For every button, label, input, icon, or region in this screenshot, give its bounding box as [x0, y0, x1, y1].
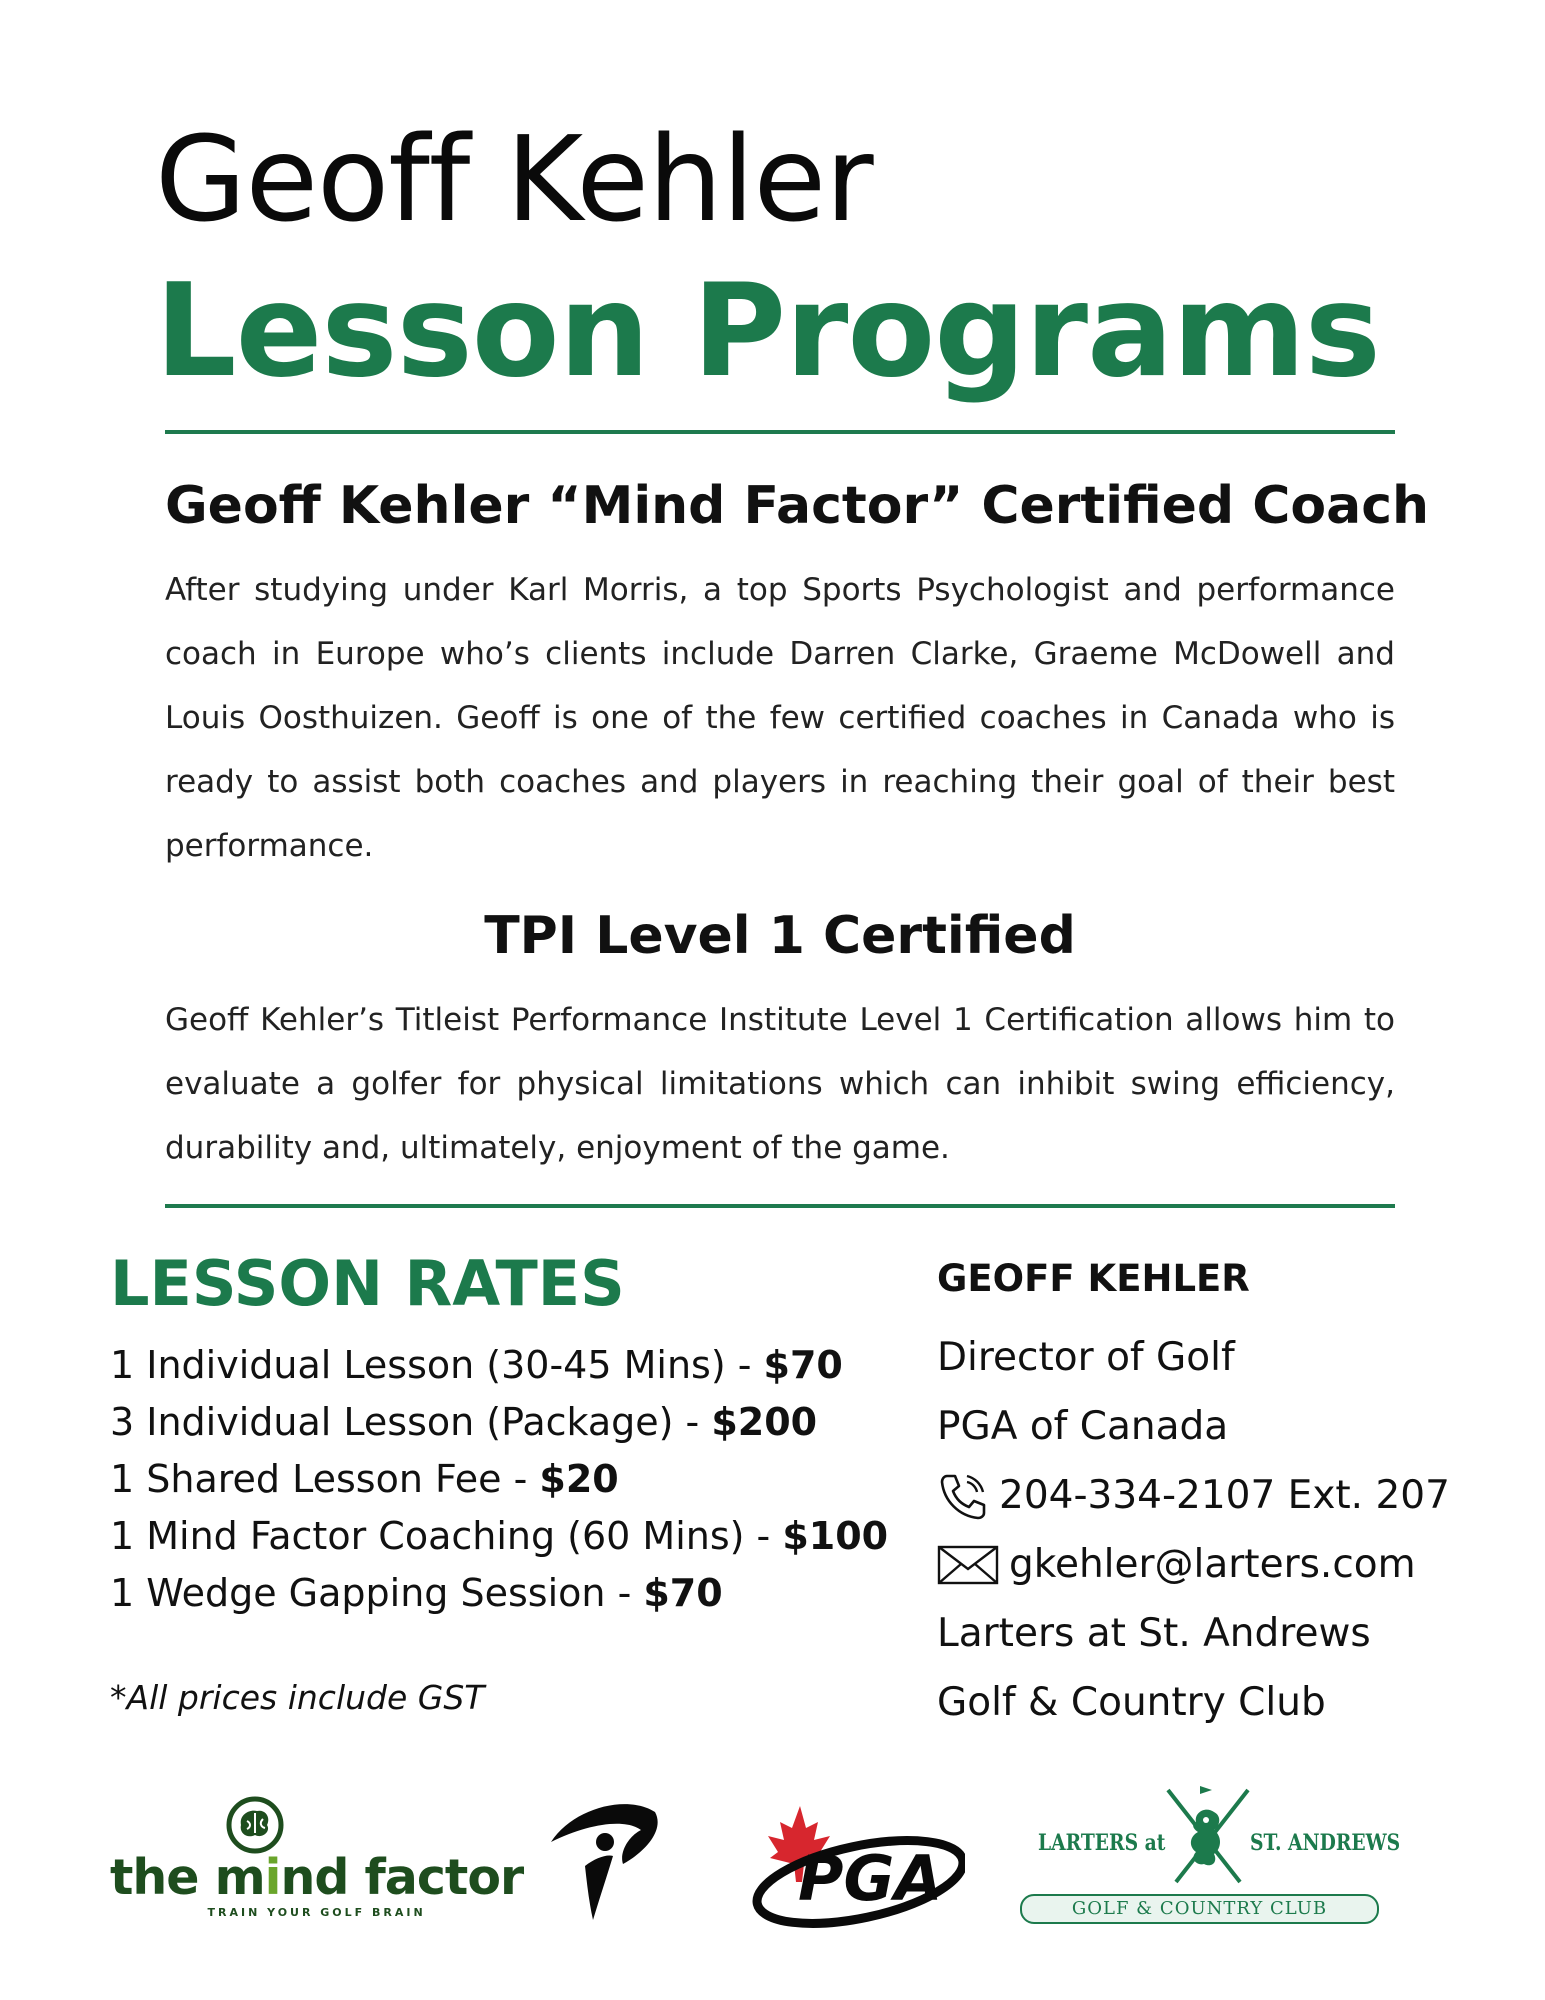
rate-item: 1 Wedge Gapping Session - $70	[110, 1571, 723, 1615]
larters-right-text: ST. ANDREWS	[1250, 1830, 1401, 1856]
tpi-paragraph: Geoff Kehler’s Titleist Performance Institute Level 1 Certification allows him to evaluate a golfer for physical limitations which can inhibit swing efficiency, durability and, ultimately, enjoyment of the game.	[165, 1002, 1395, 1166]
divider-bottom	[165, 1204, 1395, 1208]
rate-price: $70	[763, 1343, 843, 1387]
rate-price: $70	[643, 1571, 723, 1615]
larters-logo	[1020, 1782, 1401, 1922]
page-title: Lesson Programs	[155, 257, 1380, 406]
mind-factor-paragraph: After studying under Karl Morris, a top Sports Psychologist and performance coach in Europe who’s clients include Darren Clarke, Graeme McDowell and Louis Oosthuizen. Geoff is one of the few certified coaches in Canada who is ready to assist both coaches and players in reaching their goal of their best performance.	[165, 572, 1395, 864]
rate-item: 1 Shared Lesson Fee - $20	[110, 1457, 619, 1501]
contact-email-row[interactable]	[937, 1530, 1450, 1599]
rate-price: $100	[782, 1514, 889, 1558]
mind-factor-wordmark: the mind factor	[110, 1849, 524, 1906]
larters-left-text: LARTERS at	[1038, 1830, 1166, 1856]
contact-club-line2: Golf & Country Club	[937, 1680, 1326, 1725]
rate-price: $20	[539, 1457, 619, 1501]
envelope-icon	[937, 1543, 999, 1587]
pga-logo	[740, 1800, 965, 1930]
phone-icon	[937, 1470, 989, 1522]
contact-role: Director of Golf	[937, 1335, 1235, 1380]
rate-item: 3 Individual Lesson (Package) - $200	[110, 1400, 818, 1444]
brain-globe-icon	[225, 1795, 285, 1855]
contact-club-line1: Larters at St. Andrews	[937, 1611, 1371, 1656]
contact-block	[937, 1257, 1450, 1737]
divider-top	[165, 430, 1395, 434]
contact-email[interactable]: gkehler@larters.com	[1009, 1542, 1416, 1587]
tpi-heading: TPI Level 1 Certified	[484, 906, 1076, 966]
gst-note: *All prices include GST	[110, 1678, 485, 1717]
mind-factor-tagline: TRAIN YOUR GOLF BRAIN	[207, 1906, 426, 1919]
rate-item: 1 Mind Factor Coaching (60 Mins) - $100	[110, 1514, 889, 1558]
rate-price: $200	[711, 1400, 818, 1444]
contact-phone[interactable]: 204-334-2107 Ext. 207	[999, 1473, 1450, 1518]
contact-name: GEOFF KEHLER	[937, 1257, 1250, 1300]
contact-org: PGA of Canada	[937, 1404, 1229, 1449]
larters-banner: GOLF & COUNTRY CLUB	[1020, 1894, 1379, 1924]
pga-wordmark: PGA	[798, 1842, 943, 1915]
contact-phone-row[interactable]	[937, 1461, 1450, 1530]
lesson-rates-list	[110, 1337, 888, 1622]
name-title: Geoff Kehler	[155, 110, 873, 248]
rate-item: 1 Individual Lesson (30-45 Mins) - $70	[110, 1343, 843, 1387]
lion-crest-icon	[1160, 1782, 1255, 1892]
lesson-rates-title: LESSON RATES	[110, 1247, 625, 1320]
tpi-logo-icon	[545, 1790, 665, 1925]
mind-factor-heading: Geoff Kehler “Mind Factor” Certified Coach	[165, 476, 1430, 536]
